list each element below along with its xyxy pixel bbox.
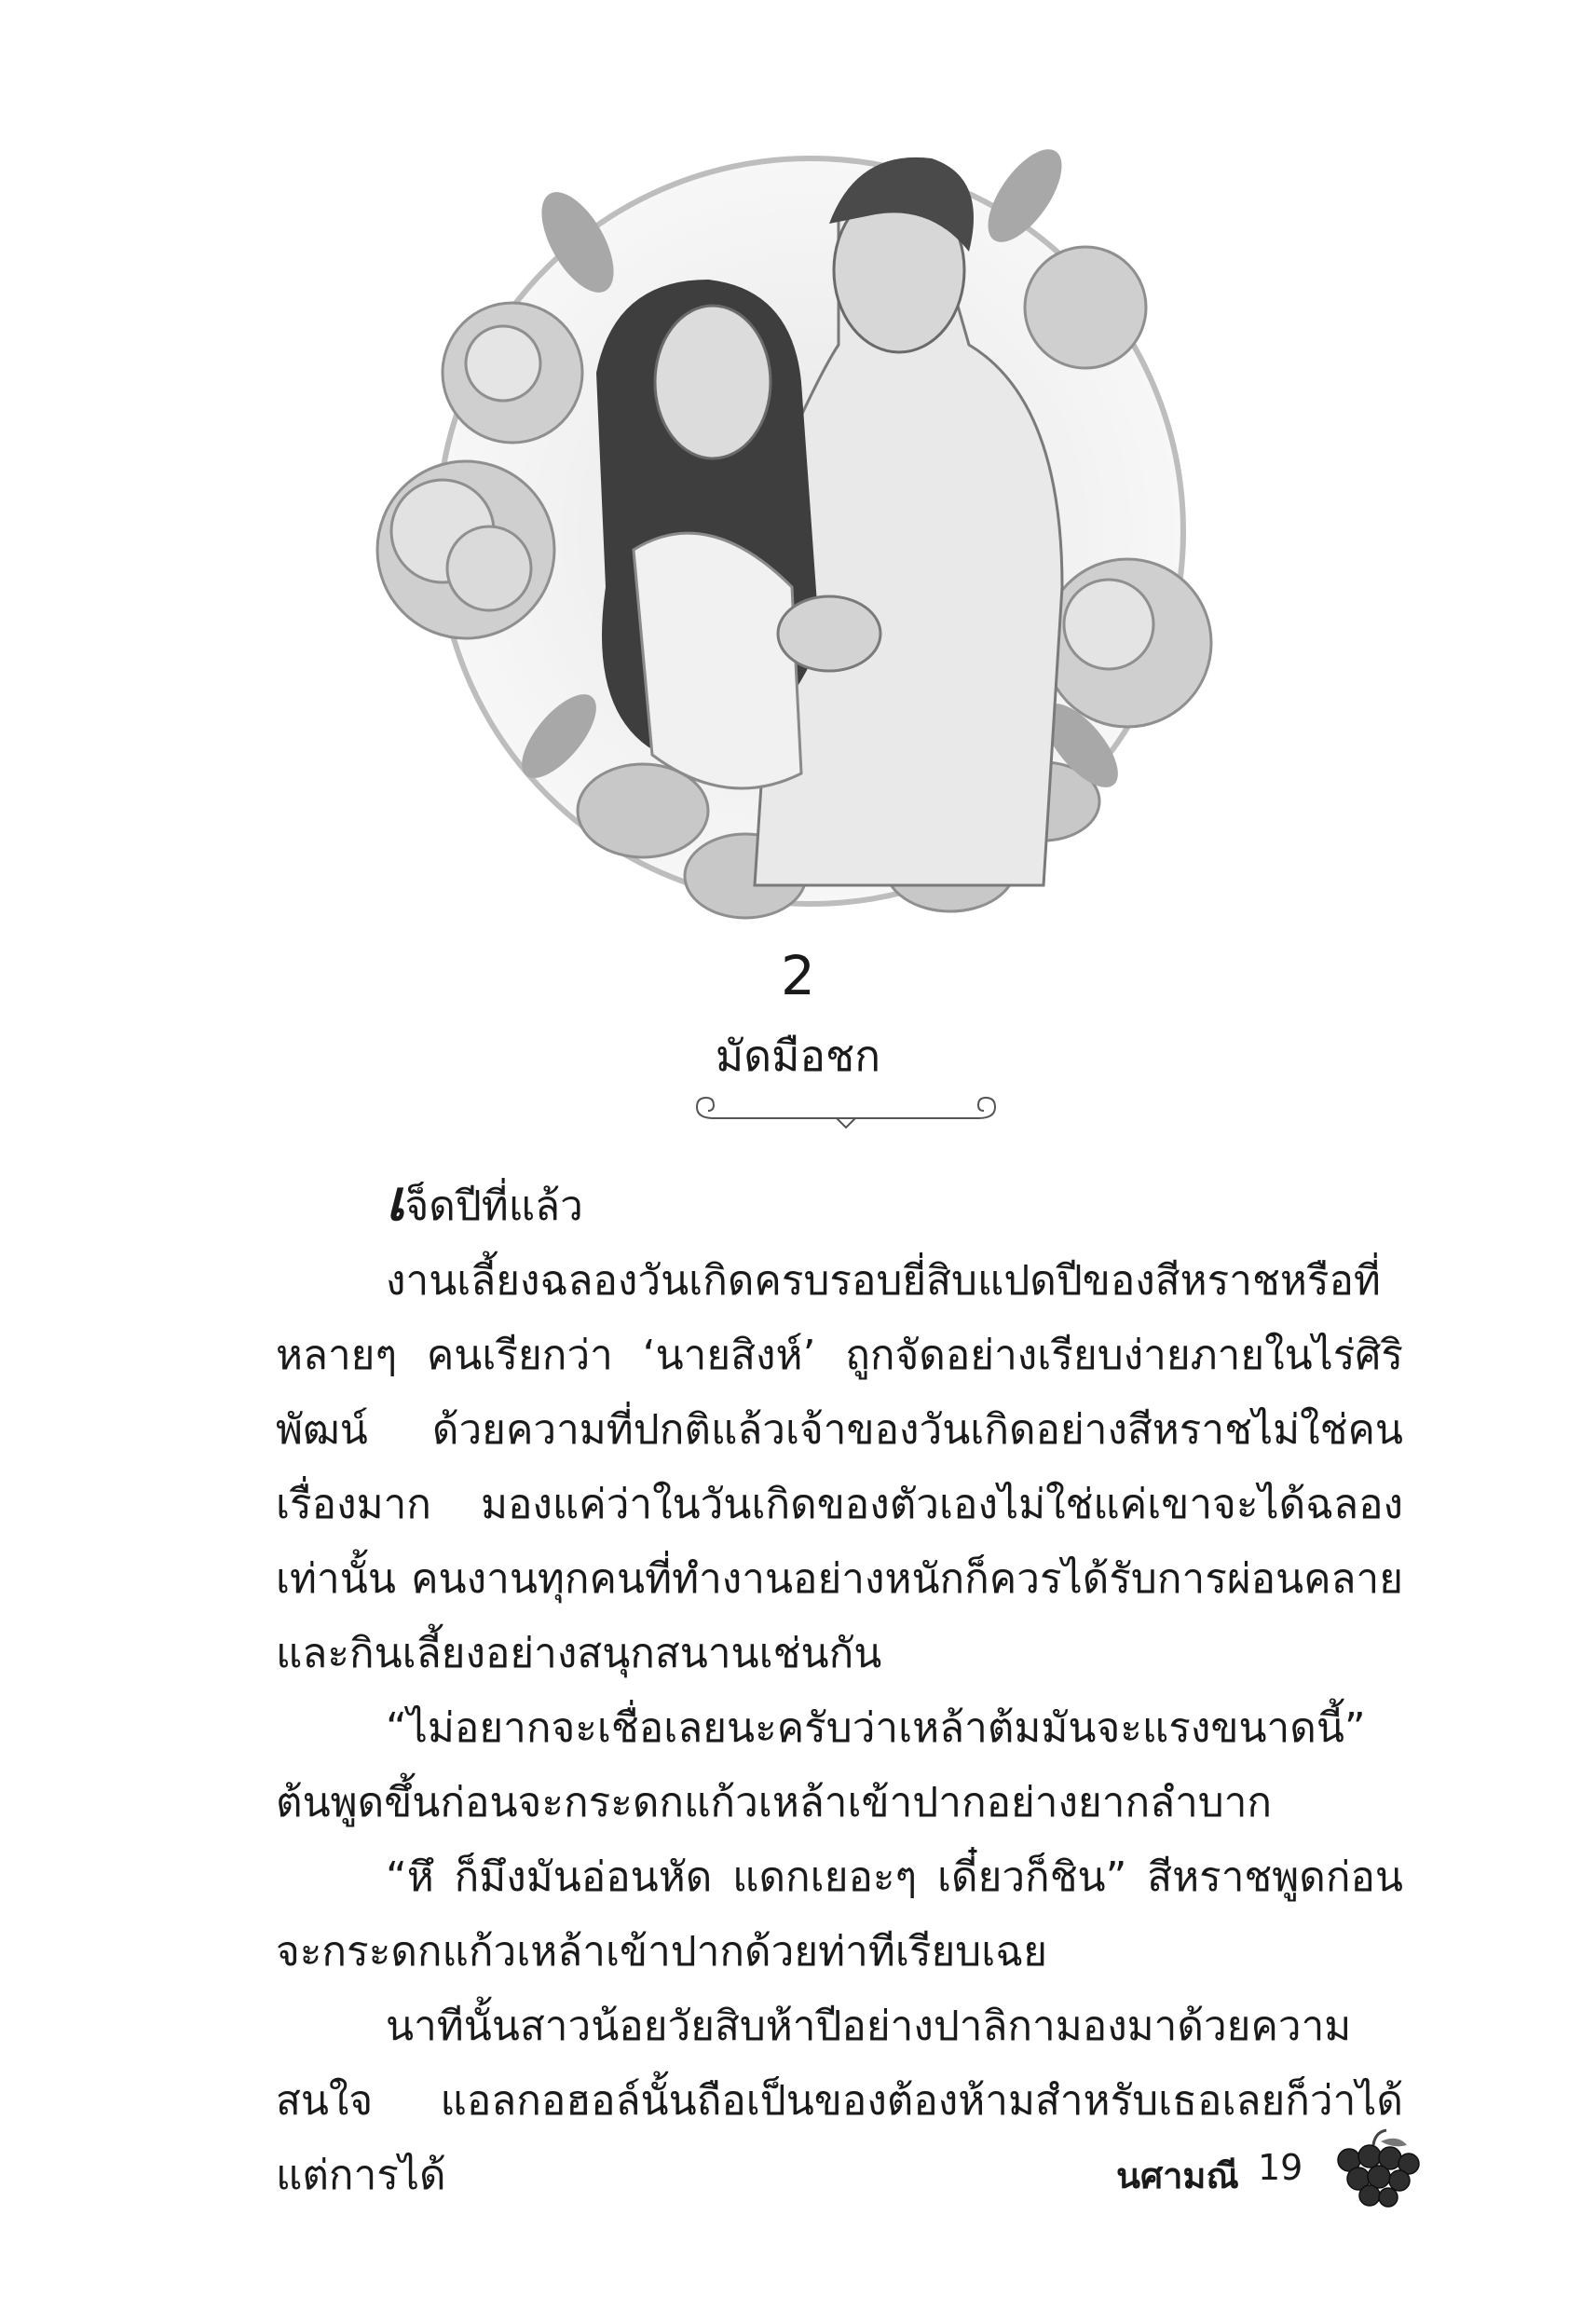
paragraph: นาทีนั้นสาวน้อยวัยสิบห้าปีอย่างปาลิกามองมาด้วยความสนใจ แอลกอฮอล์นั้นถือเป็นของต้องห้ามสำหรับเธอเลยก็ว่าได้ แต่การได้ xyxy=(276,2003,1403,2199)
page-number: 19 xyxy=(1258,2147,1303,2188)
opening-line xyxy=(276,1169,1403,1244)
grapes-icon xyxy=(1329,2128,1424,2212)
ornament-divider xyxy=(686,1090,1006,1146)
couple-illustration xyxy=(354,65,1267,960)
chapter-title: มัดมือชก xyxy=(715,1031,881,1081)
drop-cap: เ xyxy=(386,1169,405,1234)
paragraph: “ไม่อยากจะเชื่อเลยนะครับว่าเหล้าต้มมันจะแรงขนาดนี้” ต้นพูดขึ้นก่อนจะกระดกแก้วเหล้าเข้าปากอย่างยากลำบาก xyxy=(276,1704,1366,1826)
page-footer xyxy=(1116,2126,1424,2210)
paragraph: “หึ ก็มึงมันอ่อนหัด แดกเยอะๆ เดี๋ยวก็ชิน” สีหราชพูดก่อนจะกระดกแก้วเหล้าเข้าปากด้วยท่าทีเรียบเฉย xyxy=(276,1853,1403,1976)
chapter-number: 2 xyxy=(781,944,815,1007)
paragraph: งานเลี้ยงฉลองวันเกิดครบรอบยี่สิบแปดปีของสีหราชหรือที่หลายๆ คนเรียกว่า ‘นายสิงห์’ ถูกจัดอย่างเรียบง่ายภายในไร่ศิริพัฒน์ ด้วยความที่ปกติแล้วเจ้าของวันเกิดอย่างสีหราชไม่ใช่คนเรื่องมาก มองแค่ว่าในวันเกิดของตัวเองไม่ใช่แค่เขาจะได้ฉลองเท่านั้น คนงานทุกคนที่ทำงานอย่างหนักก็ควรได้รับการผ่อนคลายและกินเลี้ยงอย่างสนุกสนานเช่นกัน xyxy=(276,1257,1403,1677)
chapter-body xyxy=(276,1169,1403,2213)
footer-author: นศามณี xyxy=(1116,2155,1239,2196)
opening-text: จ็ดปีที่แล้ว xyxy=(404,1183,583,1230)
